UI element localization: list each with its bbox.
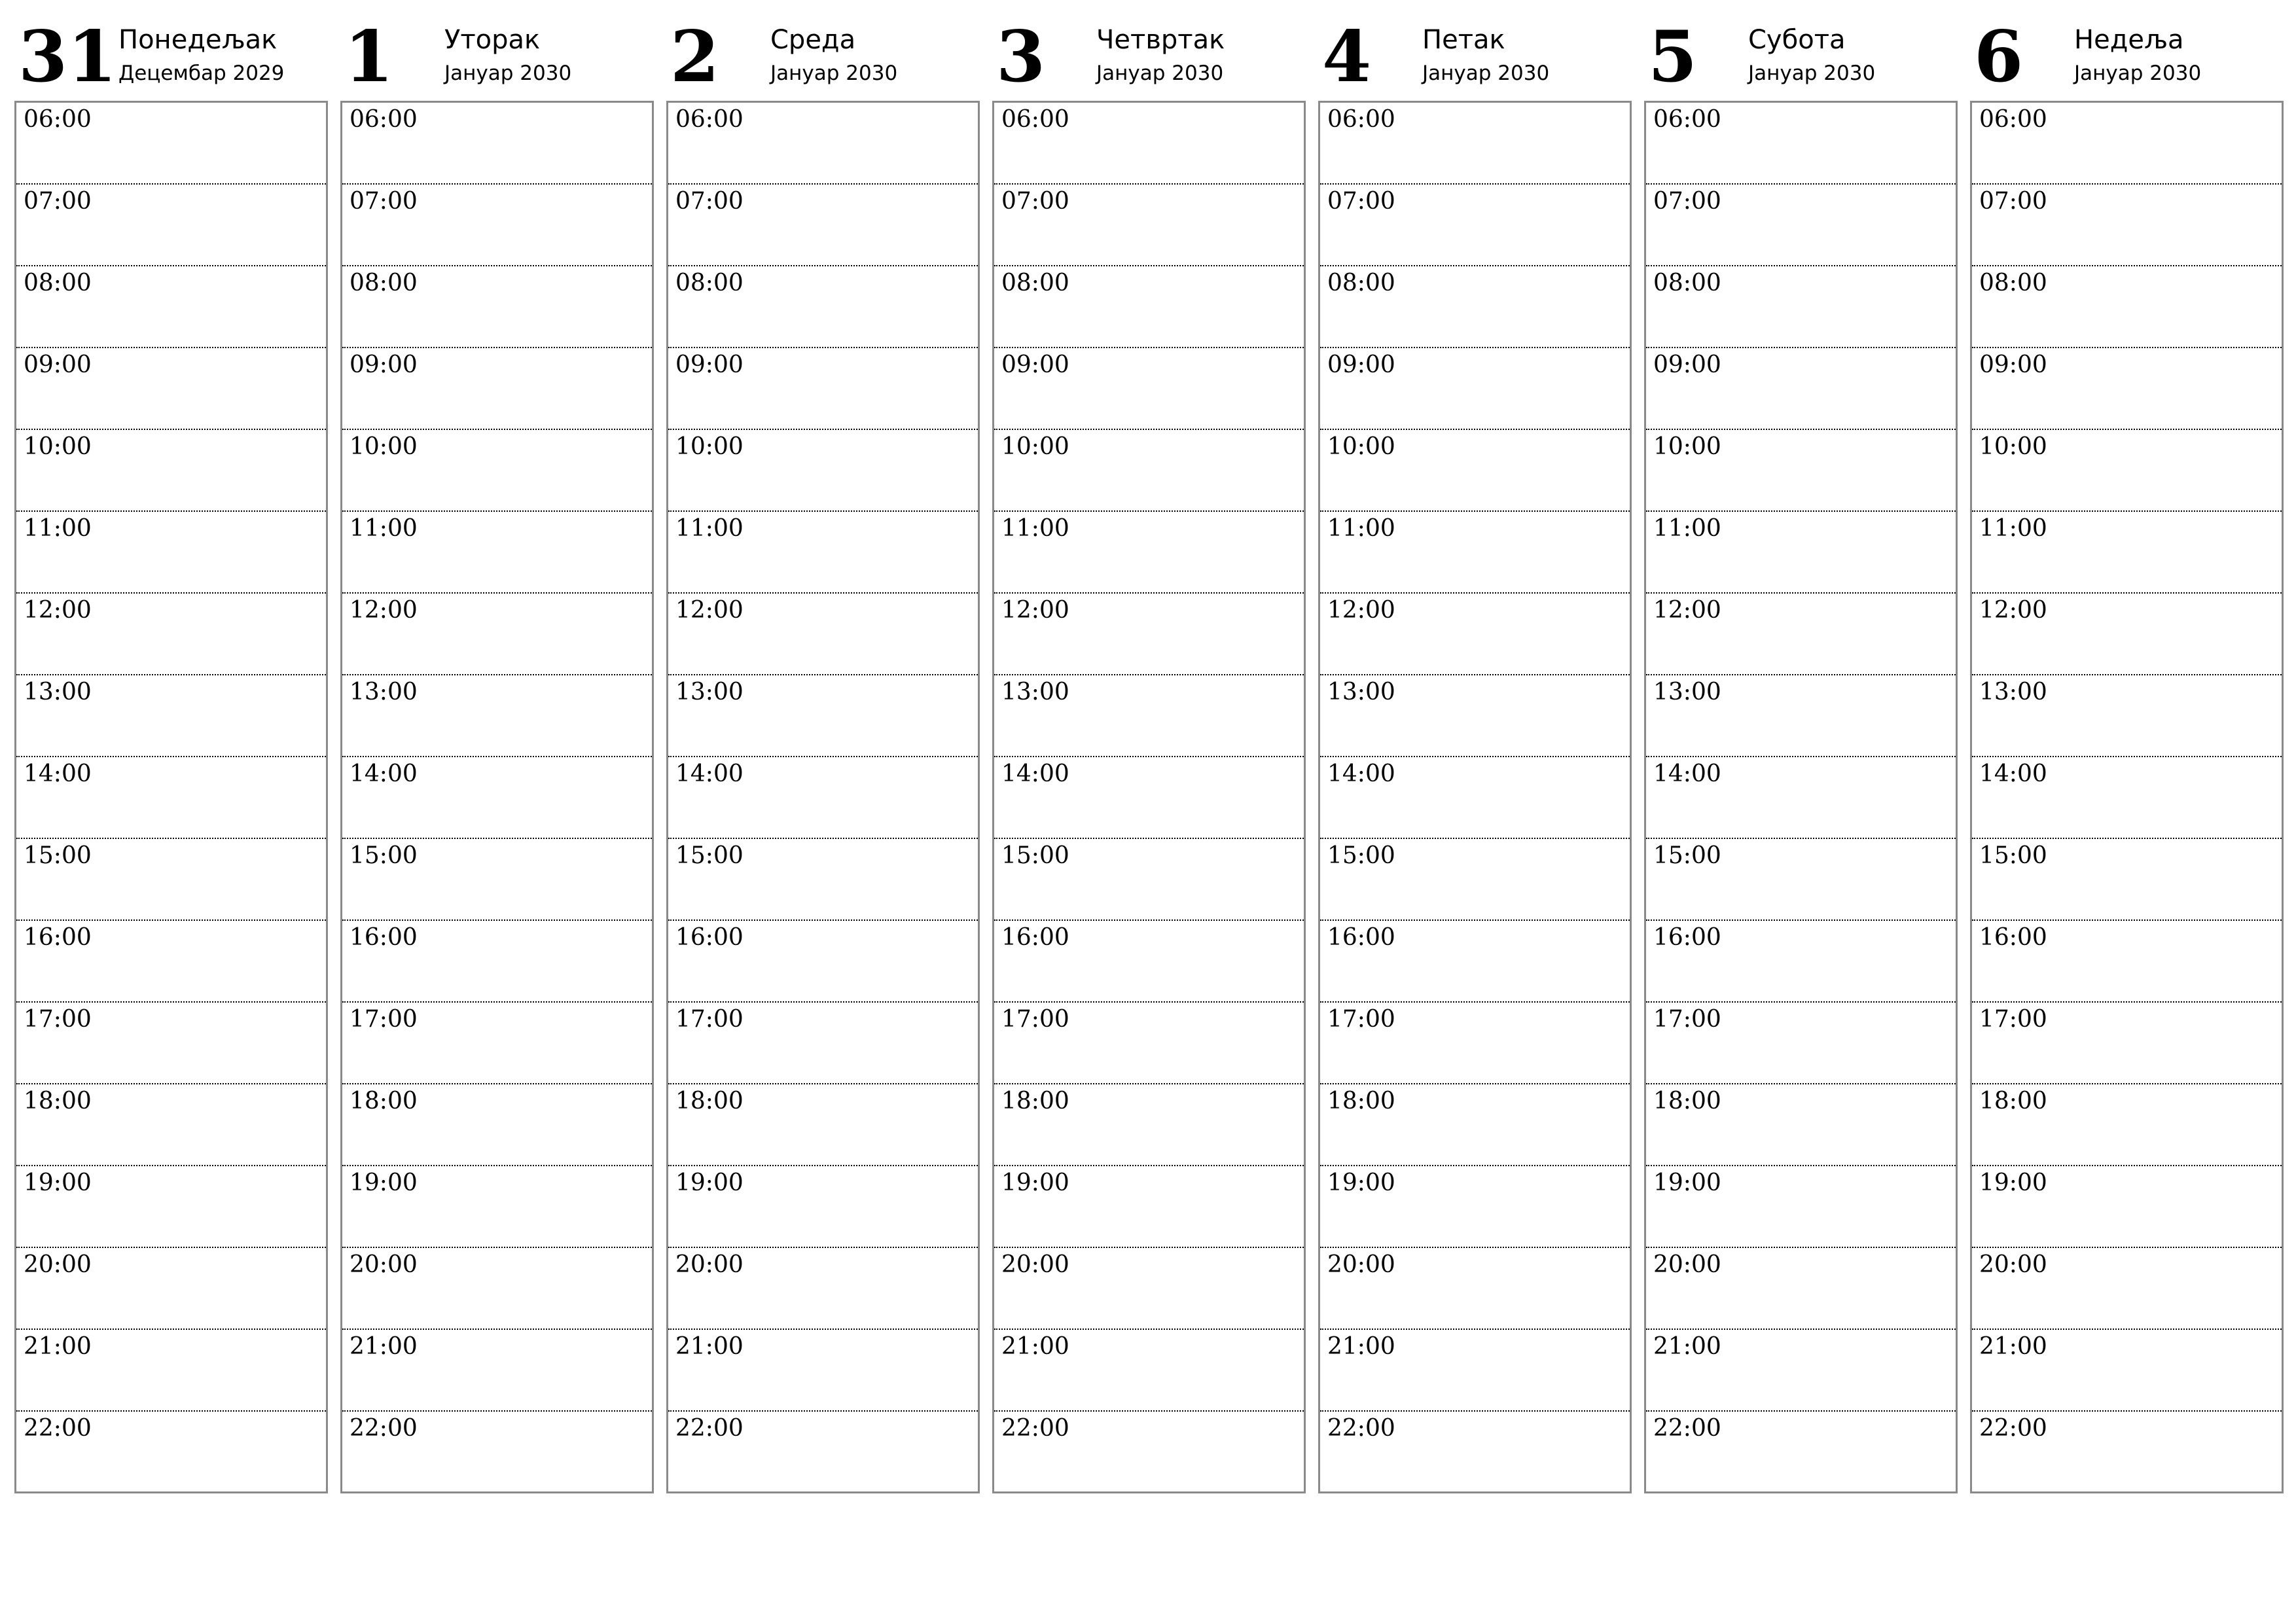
time-label: 18:00 xyxy=(350,1088,418,1115)
time-label: 20:00 xyxy=(24,1251,92,1278)
time-slot[interactable] xyxy=(1972,512,2282,594)
time-label: 13:00 xyxy=(675,679,744,705)
time-slot[interactable] xyxy=(16,1166,326,1248)
time-slot[interactable] xyxy=(668,266,978,348)
time-label: 21:00 xyxy=(350,1333,418,1360)
time-label: 07:00 xyxy=(24,188,92,215)
time-label: 20:00 xyxy=(675,1251,744,1278)
time-label: 11:00 xyxy=(1001,515,1069,542)
time-slot[interactable] xyxy=(994,675,1304,757)
time-slot[interactable] xyxy=(1320,1248,1630,1330)
time-slots-box xyxy=(14,101,328,1493)
day-header xyxy=(14,0,328,101)
time-slot[interactable] xyxy=(16,185,326,266)
time-label: 21:00 xyxy=(24,1333,92,1360)
day-number: 5 xyxy=(1648,16,1698,98)
time-slot[interactable] xyxy=(1320,185,1630,266)
day-month: Јануар 2030 xyxy=(444,62,572,85)
day-header xyxy=(1970,0,2284,101)
time-label: 12:00 xyxy=(350,597,418,624)
time-slot[interactable] xyxy=(342,921,652,1003)
time-slot[interactable] xyxy=(16,1084,326,1166)
time-label: 12:00 xyxy=(24,597,92,624)
time-slots-box xyxy=(666,101,980,1493)
time-slot[interactable] xyxy=(668,1248,978,1330)
day-number: 6 xyxy=(1974,16,2024,98)
time-label: 09:00 xyxy=(1979,351,2047,378)
day-weekday: Петак xyxy=(1422,25,1505,55)
time-slot[interactable] xyxy=(16,757,326,839)
time-label: 08:00 xyxy=(350,270,418,296)
time-label: 20:00 xyxy=(1327,1251,1395,1278)
time-slot[interactable] xyxy=(1320,757,1630,839)
time-label: 19:00 xyxy=(24,1169,92,1196)
time-label: 11:00 xyxy=(1327,515,1395,542)
time-label: 07:00 xyxy=(350,188,418,215)
time-label: 08:00 xyxy=(1001,270,1069,296)
time-label: 14:00 xyxy=(1653,760,1721,787)
time-label: 06:00 xyxy=(350,106,418,133)
time-label: 16:00 xyxy=(1979,924,2047,951)
time-slot[interactable] xyxy=(994,839,1304,921)
time-label: 19:00 xyxy=(1001,1169,1069,1196)
time-slot[interactable] xyxy=(1320,1003,1630,1084)
day-number: 2 xyxy=(670,16,720,98)
time-label: 17:00 xyxy=(24,1006,92,1033)
time-slot[interactable] xyxy=(668,103,978,185)
day-column xyxy=(666,0,980,1499)
time-label: 10:00 xyxy=(24,433,92,460)
time-label: 09:00 xyxy=(1327,351,1395,378)
day-weekday: Четвртак xyxy=(1096,25,1225,55)
time-slot[interactable] xyxy=(668,1412,978,1493)
time-label: 15:00 xyxy=(1001,842,1069,869)
time-label: 22:00 xyxy=(1327,1415,1395,1442)
time-label: 13:00 xyxy=(24,679,92,705)
time-slot[interactable] xyxy=(668,185,978,266)
time-label: 06:00 xyxy=(1653,106,1721,133)
time-slot[interactable] xyxy=(668,1084,978,1166)
time-slot[interactable] xyxy=(1646,185,1956,266)
time-label: 14:00 xyxy=(1001,760,1069,787)
time-label: 10:00 xyxy=(1327,433,1395,460)
day-month: Јануар 2030 xyxy=(1748,62,1876,85)
day-header xyxy=(340,0,654,101)
time-slot[interactable] xyxy=(1646,757,1956,839)
time-label: 19:00 xyxy=(1979,1169,2047,1196)
time-label: 09:00 xyxy=(1653,351,1721,378)
time-slot[interactable] xyxy=(16,1330,326,1412)
time-slot[interactable] xyxy=(1972,348,2282,430)
time-slot[interactable] xyxy=(16,921,326,1003)
time-slot[interactable] xyxy=(1972,1166,2282,1248)
time-slot[interactable] xyxy=(16,103,326,185)
day-column xyxy=(1644,0,1958,1499)
time-slot[interactable] xyxy=(1972,430,2282,512)
time-label: 10:00 xyxy=(1979,433,2047,460)
day-weekday: Субота xyxy=(1748,25,1846,55)
time-slot[interactable] xyxy=(994,103,1304,185)
time-label: 10:00 xyxy=(1653,433,1721,460)
time-label: 08:00 xyxy=(24,270,92,296)
day-header xyxy=(992,0,1306,101)
time-slot[interactable] xyxy=(1646,594,1956,675)
time-slot[interactable] xyxy=(1320,1330,1630,1412)
time-slots-box xyxy=(1318,101,1632,1493)
time-slots-box xyxy=(340,101,654,1493)
time-slot[interactable] xyxy=(1646,921,1956,1003)
time-slot[interactable] xyxy=(16,430,326,512)
time-label: 08:00 xyxy=(1979,270,2047,296)
time-label: 20:00 xyxy=(1001,1251,1069,1278)
time-label: 10:00 xyxy=(1001,433,1069,460)
time-slot[interactable] xyxy=(668,594,978,675)
day-weekday: Среда xyxy=(770,25,856,55)
day-month: Јануар 2030 xyxy=(770,62,898,85)
time-label: 06:00 xyxy=(24,106,92,133)
time-label: 17:00 xyxy=(1979,1006,2047,1033)
time-label: 14:00 xyxy=(675,760,744,787)
time-label: 16:00 xyxy=(24,924,92,951)
time-slot[interactable] xyxy=(1972,185,2282,266)
time-label: 15:00 xyxy=(1653,842,1721,869)
time-label: 13:00 xyxy=(1001,679,1069,705)
time-slot[interactable] xyxy=(1972,1248,2282,1330)
time-slot[interactable] xyxy=(1972,921,2282,1003)
time-slot[interactable] xyxy=(994,1003,1304,1084)
day-column xyxy=(14,0,328,1499)
time-label: 09:00 xyxy=(675,351,744,378)
day-column xyxy=(1318,0,1632,1499)
time-slot[interactable] xyxy=(994,512,1304,594)
time-slot[interactable] xyxy=(1646,1412,1956,1493)
time-slot[interactable] xyxy=(1320,348,1630,430)
time-slot[interactable] xyxy=(668,348,978,430)
time-label: 16:00 xyxy=(1653,924,1721,951)
time-label: 17:00 xyxy=(1327,1006,1395,1033)
day-weekday: Понедељак xyxy=(118,25,278,55)
time-slot[interactable] xyxy=(994,1248,1304,1330)
time-label: 07:00 xyxy=(1979,188,2047,215)
time-slot[interactable] xyxy=(342,512,652,594)
time-slot[interactable] xyxy=(16,839,326,921)
day-number: 1 xyxy=(344,16,394,98)
time-label: 07:00 xyxy=(1653,188,1721,215)
time-label: 08:00 xyxy=(1327,270,1395,296)
time-slot[interactable] xyxy=(1972,594,2282,675)
time-label: 14:00 xyxy=(1979,760,2047,787)
time-label: 15:00 xyxy=(675,842,744,869)
time-slot[interactable] xyxy=(1646,266,1956,348)
time-slot[interactable] xyxy=(16,1248,326,1330)
time-label: 08:00 xyxy=(675,270,744,296)
day-header xyxy=(1318,0,1632,101)
time-label: 13:00 xyxy=(1653,679,1721,705)
time-slot[interactable] xyxy=(16,675,326,757)
time-slot[interactable] xyxy=(1320,594,1630,675)
time-slot[interactable] xyxy=(668,757,978,839)
time-label: 06:00 xyxy=(1327,106,1395,133)
time-slot[interactable] xyxy=(1972,675,2282,757)
time-slot[interactable] xyxy=(668,1166,978,1248)
time-slot[interactable] xyxy=(342,594,652,675)
time-slot[interactable] xyxy=(342,757,652,839)
time-label: 11:00 xyxy=(350,515,418,542)
time-label: 13:00 xyxy=(1979,679,2047,705)
time-slots-box xyxy=(1644,101,1958,1493)
time-label: 06:00 xyxy=(675,106,744,133)
time-slot[interactable] xyxy=(342,1248,652,1330)
time-label: 19:00 xyxy=(675,1169,744,1196)
time-slot[interactable] xyxy=(342,675,652,757)
time-slot[interactable] xyxy=(994,1330,1304,1412)
time-label: 10:00 xyxy=(675,433,744,460)
time-slot[interactable] xyxy=(342,430,652,512)
time-slot[interactable] xyxy=(1646,839,1956,921)
time-label: 11:00 xyxy=(1979,515,2047,542)
time-label: 16:00 xyxy=(1001,924,1069,951)
time-label: 22:00 xyxy=(1001,1415,1069,1442)
time-slot[interactable] xyxy=(1320,839,1630,921)
time-slot[interactable] xyxy=(1320,266,1630,348)
time-slot[interactable] xyxy=(1972,1412,2282,1493)
time-label: 18:00 xyxy=(24,1088,92,1115)
time-slot[interactable] xyxy=(994,266,1304,348)
time-label: 09:00 xyxy=(350,351,418,378)
time-label: 10:00 xyxy=(350,433,418,460)
day-header xyxy=(666,0,980,101)
time-slot[interactable] xyxy=(994,594,1304,675)
time-slot[interactable] xyxy=(16,512,326,594)
time-slot[interactable] xyxy=(1972,1084,2282,1166)
time-label: 12:00 xyxy=(1653,597,1721,624)
time-slot[interactable] xyxy=(342,348,652,430)
time-label: 11:00 xyxy=(24,515,92,542)
time-label: 12:00 xyxy=(1001,597,1069,624)
time-slot[interactable] xyxy=(1646,430,1956,512)
time-slot[interactable] xyxy=(1646,103,1956,185)
time-label: 21:00 xyxy=(1979,1333,2047,1360)
time-label: 20:00 xyxy=(1653,1251,1721,1278)
day-weekday: Уторак xyxy=(444,25,541,55)
time-label: 13:00 xyxy=(350,679,418,705)
day-month: Јануар 2030 xyxy=(1096,62,1224,85)
time-label: 15:00 xyxy=(1327,842,1395,869)
time-slot[interactable] xyxy=(342,185,652,266)
time-slot[interactable] xyxy=(668,512,978,594)
time-label: 08:00 xyxy=(1653,270,1721,296)
time-label: 18:00 xyxy=(1327,1088,1395,1115)
time-slot[interactable] xyxy=(1972,1330,2282,1412)
time-slot[interactable] xyxy=(668,675,978,757)
day-header xyxy=(1644,0,1958,101)
time-label: 21:00 xyxy=(1001,1333,1069,1360)
time-slot[interactable] xyxy=(1320,1084,1630,1166)
time-label: 14:00 xyxy=(1327,760,1395,787)
time-slot[interactable] xyxy=(1320,512,1630,594)
time-label: 12:00 xyxy=(1327,597,1395,624)
time-label: 22:00 xyxy=(24,1415,92,1442)
time-label: 17:00 xyxy=(1653,1006,1721,1033)
time-label: 19:00 xyxy=(1653,1169,1721,1196)
time-slot[interactable] xyxy=(1646,1166,1956,1248)
time-slot[interactable] xyxy=(1646,675,1956,757)
day-weekday: Недеља xyxy=(2074,25,2184,55)
time-label: 22:00 xyxy=(1979,1415,2047,1442)
time-label: 17:00 xyxy=(1001,1006,1069,1033)
time-label: 21:00 xyxy=(675,1333,744,1360)
time-slot[interactable] xyxy=(1320,1412,1630,1493)
time-slot[interactable] xyxy=(342,1166,652,1248)
time-label: 13:00 xyxy=(1327,679,1395,705)
time-label: 12:00 xyxy=(675,597,744,624)
time-slot[interactable] xyxy=(1972,266,2282,348)
time-slot[interactable] xyxy=(1972,839,2282,921)
weekly-planner xyxy=(14,0,2282,1499)
day-month: Јануар 2030 xyxy=(1422,62,1550,85)
day-number: 3 xyxy=(996,16,1046,98)
time-slots-box xyxy=(1970,101,2284,1493)
time-label: 14:00 xyxy=(350,760,418,787)
time-label: 16:00 xyxy=(350,924,418,951)
time-slot[interactable] xyxy=(994,348,1304,430)
time-label: 21:00 xyxy=(1653,1333,1721,1360)
time-slot[interactable] xyxy=(994,430,1304,512)
time-slot[interactable] xyxy=(1646,1084,1956,1166)
time-slot[interactable] xyxy=(994,921,1304,1003)
day-column xyxy=(992,0,1306,1499)
time-label: 11:00 xyxy=(1653,515,1721,542)
time-label: 22:00 xyxy=(1653,1415,1721,1442)
time-label: 09:00 xyxy=(24,351,92,378)
time-label: 16:00 xyxy=(1327,924,1395,951)
time-label: 07:00 xyxy=(675,188,744,215)
time-label: 20:00 xyxy=(350,1251,418,1278)
time-label: 22:00 xyxy=(350,1415,418,1442)
time-slot[interactable] xyxy=(994,1084,1304,1166)
time-slot[interactable] xyxy=(668,1330,978,1412)
time-slot[interactable] xyxy=(342,1330,652,1412)
time-slot[interactable] xyxy=(1972,1003,2282,1084)
time-slot[interactable] xyxy=(1320,1166,1630,1248)
time-label: 18:00 xyxy=(675,1088,744,1115)
time-label: 19:00 xyxy=(350,1169,418,1196)
time-slot[interactable] xyxy=(1646,512,1956,594)
time-slot[interactable] xyxy=(16,1412,326,1493)
time-label: 17:00 xyxy=(675,1006,744,1033)
day-column xyxy=(340,0,654,1499)
time-slot[interactable] xyxy=(1646,1248,1956,1330)
day-month: Јануар 2030 xyxy=(2074,62,2202,85)
time-slot[interactable] xyxy=(342,1084,652,1166)
day-month: Децембар 2029 xyxy=(118,62,285,85)
time-slot[interactable] xyxy=(668,1003,978,1084)
day-number: 31 xyxy=(18,16,117,98)
time-slot[interactable] xyxy=(342,1003,652,1084)
time-label: 15:00 xyxy=(350,842,418,869)
time-slot[interactable] xyxy=(342,1412,652,1493)
time-label: 21:00 xyxy=(1327,1333,1395,1360)
time-slot[interactable] xyxy=(994,1166,1304,1248)
time-label: 18:00 xyxy=(1653,1088,1721,1115)
time-slot[interactable] xyxy=(994,757,1304,839)
time-label: 22:00 xyxy=(675,1415,744,1442)
time-label: 19:00 xyxy=(1327,1169,1395,1196)
time-label: 07:00 xyxy=(1327,188,1395,215)
time-slot[interactable] xyxy=(1320,103,1630,185)
time-label: 17:00 xyxy=(350,1006,418,1033)
time-label: 06:00 xyxy=(1001,106,1069,133)
time-slot[interactable] xyxy=(1320,675,1630,757)
time-slots-box xyxy=(992,101,1306,1493)
time-slot[interactable] xyxy=(1972,757,2282,839)
time-slot[interactable] xyxy=(16,1003,326,1084)
time-label: 12:00 xyxy=(1979,597,2047,624)
time-label: 14:00 xyxy=(24,760,92,787)
time-slot[interactable] xyxy=(994,1412,1304,1493)
time-label: 09:00 xyxy=(1001,351,1069,378)
time-slot[interactable] xyxy=(1320,430,1630,512)
time-slot[interactable] xyxy=(1646,1003,1956,1084)
time-slot[interactable] xyxy=(16,266,326,348)
day-number: 4 xyxy=(1322,16,1372,98)
time-label: 15:00 xyxy=(24,842,92,869)
time-slot[interactable] xyxy=(342,103,652,185)
time-label: 11:00 xyxy=(675,515,744,542)
time-slot[interactable] xyxy=(1646,348,1956,430)
time-slot[interactable] xyxy=(1320,921,1630,1003)
time-label: 16:00 xyxy=(675,924,744,951)
time-slot[interactable] xyxy=(1646,1330,1956,1412)
time-slot[interactable] xyxy=(668,430,978,512)
time-slot[interactable] xyxy=(1972,103,2282,185)
time-slot[interactable] xyxy=(668,839,978,921)
time-slot[interactable] xyxy=(668,921,978,1003)
time-slot[interactable] xyxy=(16,594,326,675)
time-slot[interactable] xyxy=(16,348,326,430)
time-slot[interactable] xyxy=(342,266,652,348)
time-slot[interactable] xyxy=(994,185,1304,266)
time-label: 18:00 xyxy=(1979,1088,2047,1115)
time-label: 20:00 xyxy=(1979,1251,2047,1278)
time-slot[interactable] xyxy=(342,839,652,921)
time-label: 06:00 xyxy=(1979,106,2047,133)
time-label: 18:00 xyxy=(1001,1088,1069,1115)
time-label: 07:00 xyxy=(1001,188,1069,215)
day-column xyxy=(1970,0,2284,1499)
time-label: 15:00 xyxy=(1979,842,2047,869)
